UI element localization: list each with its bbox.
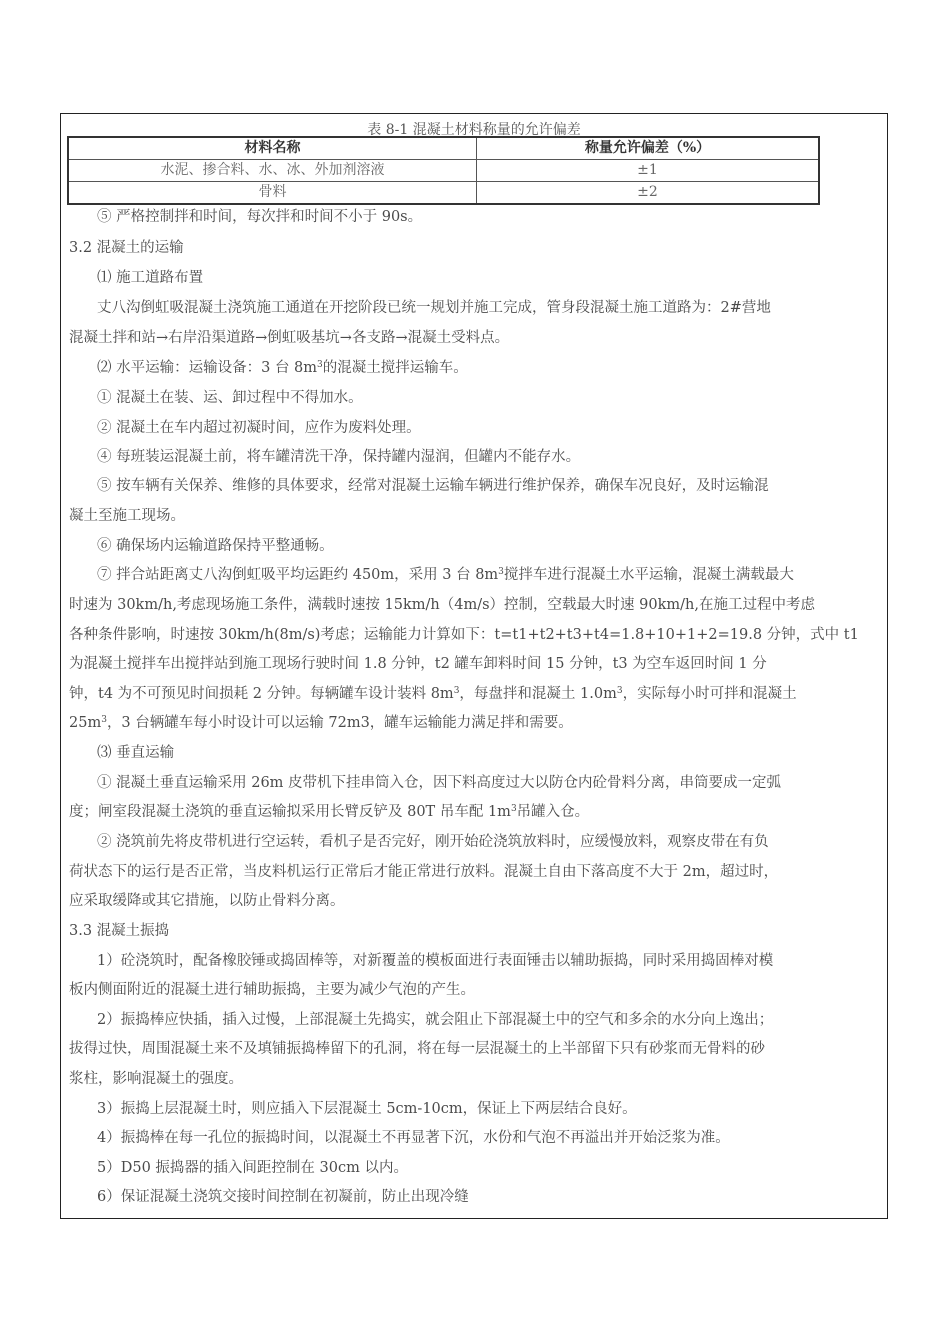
text-line: 钟，t4 为不可预见时间损耗 2 分钟。每辆罐车设计装料 $8m^3$，每盘拌和混凝土 $1.0m^3$，实际每小时可拌和混凝土 <box>69 686 797 702</box>
table-row <box>68 182 819 205</box>
table-header-cell: 称量允许偏差（%） <box>477 137 820 160</box>
text-line: 时速为 30km/h,考虑现场施工条件，满载时速按 15km/h（4m/s）控制，空载最大时速 90km/h,在施工过程中考虑 <box>69 597 815 613</box>
text-line: 3）振捣上层混凝土时，则应插入下层混凝土 5cm-10cm，保证上下两层结合良好。 <box>97 1101 637 1117</box>
text-line: 度；闸室段混凝土浇筑的垂直运输拟采用长臂反铲及 80T 吊车配 $1m^3$吊罐入仓。 <box>69 804 590 820</box>
text-line: 为混凝土搅拌车出搅拌站到施工现场行驶时间 1.8 分钟，t2 罐车卸料时间 15 分钟，t3 为空车返回时间 1 分 <box>69 656 767 672</box>
text-line: 荷状态下的运行是否正常，当皮料机运行正常后才能正常进行放料。混凝土自由下落高度不大于 2m，超过时， <box>69 864 779 880</box>
text-line: ① 混凝土垂直运输采用 26m 皮带机下挂串筒入仓，因下料高度过大以防仓内砼骨料分离，串筒要成一定弧 <box>97 775 782 791</box>
text-line: 6）保证混凝土浇筑交接时间控制在初凝前，防止出现冷缝 <box>97 1189 469 1205</box>
text-line: 4）振捣棒在每一孔位的振捣时间，以混凝土不再显著下沉，水份和气泡不再溢出并开始泛浆为准。 <box>97 1130 730 1146</box>
text-line: 各种条件影响，时速按 30km/h(8m/s)考虑；运输能力计算如下：t=t1+t2+t3+t4=1.8+10+1+2=19.8 分钟，式中 t1 <box>69 627 859 643</box>
table-header-cell: 材料名称 <box>68 137 477 160</box>
table-row <box>68 160 819 182</box>
text-line: 混凝土拌和站→右岸沿渠道路→倒虹吸基坑→各支路→混凝土受料点。 <box>69 330 510 346</box>
text-line: ⑵ 水平运输：运输设备：3 台 $8m^3$的混凝土搅拌运输车。 <box>97 360 468 376</box>
table-cell: ±1 <box>477 160 820 182</box>
table-cell: 骨料 <box>68 182 477 205</box>
text-line: ④ 每班装运混凝土前，将车罐清洗干净，保持罐内湿润，但罐内不能存水。 <box>97 449 581 465</box>
text-line: ② 混凝土在车内超过初凝时间，应作为废料处理。 <box>97 420 421 436</box>
text-line: 5）D50 振捣器的插入间距控制在 30cm 以内。 <box>97 1160 408 1176</box>
table-cell: ±2 <box>477 182 820 205</box>
text-line: ⑥ 确保场内运输道路保持平整通畅。 <box>97 538 334 554</box>
text-line: 应采取缓降或其它措施，以防止骨料分离。 <box>69 893 345 909</box>
section-heading: 3.2 混凝土的运输 <box>69 240 184 256</box>
text-line: ① 混凝土在装、运、卸过程中不得加水。 <box>97 390 363 406</box>
text-line: $25m^3$，3 台辆罐车每小时设计可以运输 72m3，罐车运输能力满足拌和需要。 <box>69 715 573 731</box>
text-line: 浆柱，影响混凝土的强度。 <box>69 1071 243 1087</box>
table-cell: 水泥、掺合料、水、冰、外加剂溶液 <box>68 160 477 182</box>
text-line: ② 浇筑前先将皮带机进行空运转，看机子是否完好，刚开始砼浇筑放料时，应缓慢放料，观察皮带在有负 <box>97 834 769 850</box>
table-header-row <box>68 137 819 160</box>
text-line: 拔得过快，周围混凝土来不及填铺振捣棒留下的孔洞，将在每一层混凝土的上半部留下只有砂浆而无骨料的砂 <box>69 1041 765 1057</box>
text-line: 凝土至施工现场。 <box>69 508 185 524</box>
subsection-heading: ⑴ 施工道路布置 <box>97 270 204 286</box>
text-line: 板内侧面附近的混凝土进行辅助振捣，主要为减少气泡的产生。 <box>69 982 475 998</box>
subsection-heading: ⑶ 垂直运输 <box>97 745 175 761</box>
text-line: 1）砼浇筑时，配备橡胶锤或捣固棒等，对新覆盖的模板面进行表面锤击以辅助振捣，同时采用捣固棒对模 <box>97 953 774 969</box>
text-line: ⑦ 拌合站距离丈八沟倒虹吸平均运距约 450m，采用 3 台 $8m^3$搅拌车进行混凝土水平运输，混凝土满载最大 <box>97 567 794 583</box>
text-line: 丈八沟倒虹吸混凝土浇筑施工通道在开挖阶段已统一规划并施工完成，管身段混凝土施工道路为：2#营地 <box>97 300 771 316</box>
document-frame <box>60 113 888 1219</box>
table-caption: 表 8-1 混凝土材料称量的允许偏差 <box>367 122 581 138</box>
section-heading: 3.3 混凝土振捣 <box>69 923 170 939</box>
text-line: ⑤ 严格控制拌和时间，每次拌和时间不小于 90s。 <box>97 209 423 225</box>
tolerance-table <box>67 136 820 205</box>
text-line: ⑤ 按车辆有关保养、维修的具体要求，经常对混凝土运输车辆进行维护保养，确保车况良好，及时运输混 <box>97 478 769 494</box>
text-line: 2）振捣棒应快插，插入过慢，上部混凝土先捣实，就会阻止下部混凝土中的空气和多余的水分向上逸出； <box>97 1012 774 1028</box>
